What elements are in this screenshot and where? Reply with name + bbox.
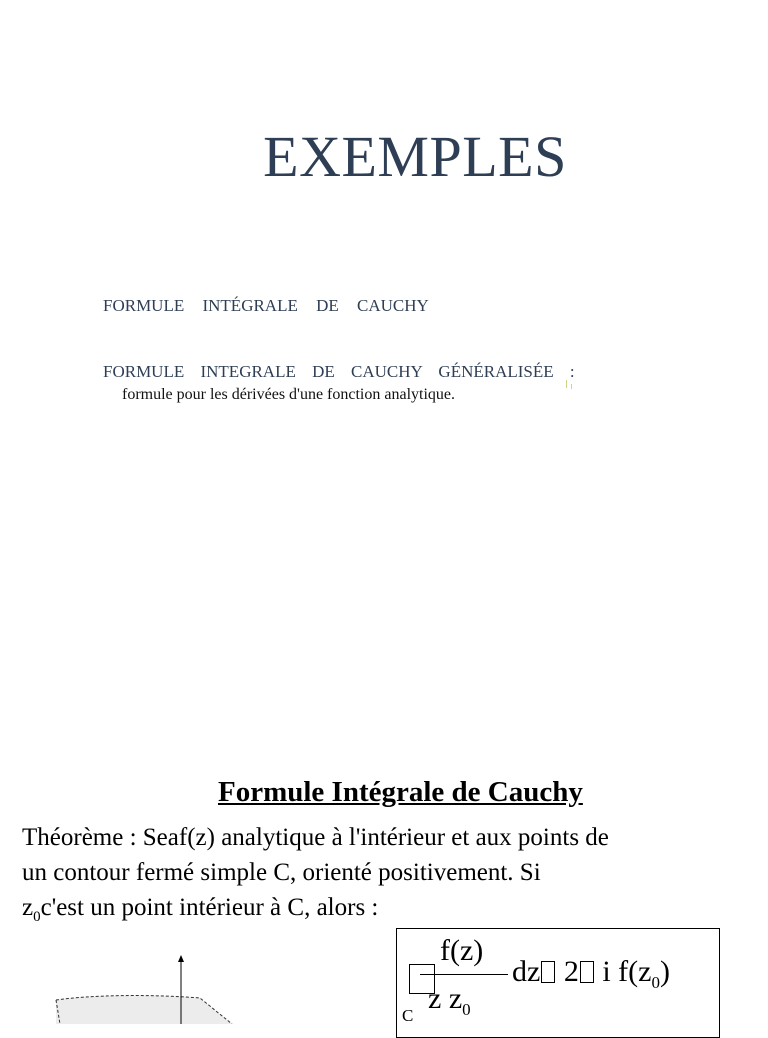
stray-mark (566, 380, 568, 388)
theorem-line-3-rest: c'est un point intérieur à C, alors : (40, 894, 379, 921)
axis-arrow-icon (178, 955, 184, 962)
close-paren: ) (659, 955, 670, 988)
z-var: z (22, 894, 34, 921)
slide-title: EXEMPLES (263, 124, 567, 189)
contour-region (56, 996, 232, 1024)
f-text: f(z (618, 955, 652, 988)
i-text: i (602, 955, 611, 988)
contour-diagram (0, 940, 260, 1024)
formula-numerator: f(z) (440, 934, 484, 967)
two-text: 2 (563, 955, 579, 988)
item-cauchy-formula: FORMULE INTÉGRALE DE CAUCHY (103, 296, 429, 315)
contour-label: C (402, 1006, 414, 1025)
denominator-text: z z (428, 982, 463, 1015)
missing-glyph-icon (541, 961, 555, 983)
denominator-subscript: 0 (462, 1000, 471, 1019)
theorem-text (22, 820, 662, 935)
stray-mark (571, 384, 573, 389)
z-subscript: 0 (33, 909, 41, 925)
theorem-line-1: Théorème : Seaf(z) analytique à l'intérieur et aux points de (22, 824, 609, 851)
formula-denominator (428, 982, 471, 1020)
item-generalized-formula: FORMULE INTEGRALE DE CAUCHY GÉNÉRALISÉE : (103, 362, 575, 381)
missing-glyph-icon (580, 961, 594, 983)
section-heading: Formule Intégrale de Cauchy (218, 776, 583, 808)
f-subscript: 0 (651, 973, 660, 992)
theorem-line-2: un contour fermé simple C, orienté positivement. Si (22, 859, 541, 886)
formula-rhs (512, 955, 670, 993)
item-generalized-description: formule pour les dérivées d'une fonction analytique. (122, 386, 455, 403)
dz-text: dz (512, 955, 541, 988)
